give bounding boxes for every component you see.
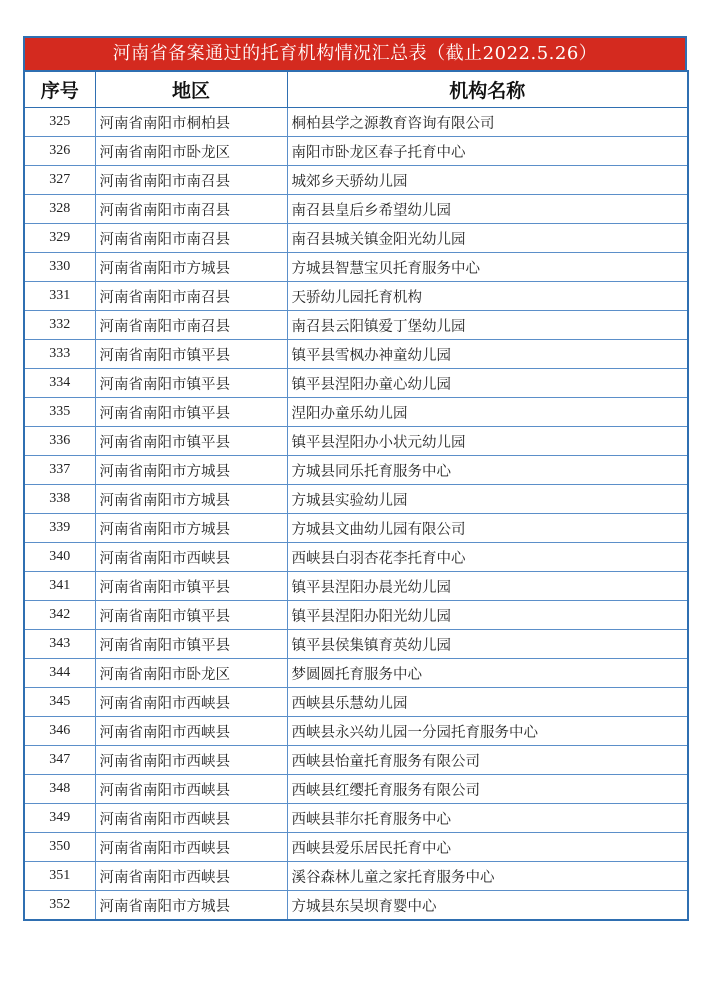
cell-name: 南召县皇后乡希望幼儿园	[287, 195, 688, 224]
table-row	[24, 804, 688, 833]
cell-name: 西峡县菲尔托育服务中心	[287, 804, 688, 833]
table-row	[24, 485, 688, 514]
table-row	[24, 688, 688, 717]
cell-region: 河南省南阳市南召县	[95, 166, 287, 195]
cell-seq: 331	[24, 282, 95, 311]
cell-name: 镇平县雪枫办神童幼儿园	[287, 340, 688, 369]
table-row	[24, 601, 688, 630]
cell-seq: 352	[24, 891, 95, 921]
table-row	[24, 311, 688, 340]
cell-name: 涅阳办童乐幼儿园	[287, 398, 688, 427]
cell-name: 镇平县涅阳办阳光幼儿园	[287, 601, 688, 630]
table-row	[24, 630, 688, 659]
cell-seq: 339	[24, 514, 95, 543]
cell-seq: 329	[24, 224, 95, 253]
summary-sheet	[23, 36, 687, 921]
cell-region: 河南省南阳市方城县	[95, 514, 287, 543]
cell-region: 河南省南阳市西峡县	[95, 746, 287, 775]
cell-seq: 330	[24, 253, 95, 282]
cell-region: 河南省南阳市镇平县	[95, 369, 287, 398]
header-seq: 序号	[24, 71, 95, 108]
cell-seq: 342	[24, 601, 95, 630]
cell-name: 镇平县涅阳办晨光幼儿园	[287, 572, 688, 601]
cell-region: 河南省南阳市西峡县	[95, 775, 287, 804]
header-name: 机构名称	[287, 71, 688, 108]
cell-name: 方城县文曲幼儿园有限公司	[287, 514, 688, 543]
cell-name: 方城县东吴坝育婴中心	[287, 891, 688, 921]
cell-name: 西峡县爱乐居民托育中心	[287, 833, 688, 862]
cell-region: 河南省南阳市西峡县	[95, 688, 287, 717]
table-row	[24, 456, 688, 485]
table-row	[24, 659, 688, 688]
cell-seq: 335	[24, 398, 95, 427]
table-title: 河南省备案通过的托育机构情况汇总表（截止2022.5.26）	[23, 36, 687, 70]
table-row	[24, 746, 688, 775]
cell-region: 河南省南阳市南召县	[95, 224, 287, 253]
cell-seq: 334	[24, 369, 95, 398]
cell-region: 河南省南阳市西峡县	[95, 804, 287, 833]
cell-region: 河南省南阳市南召县	[95, 282, 287, 311]
table-row	[24, 166, 688, 195]
header-region: 地区	[95, 71, 287, 108]
cell-seq: 341	[24, 572, 95, 601]
cell-seq: 333	[24, 340, 95, 369]
cell-region: 河南省南阳市方城县	[95, 253, 287, 282]
cell-seq: 328	[24, 195, 95, 224]
table-row	[24, 833, 688, 862]
cell-name: 桐柏县学之源教育咨询有限公司	[287, 108, 688, 137]
cell-name: 南阳市卧龙区春子托育中心	[287, 137, 688, 166]
cell-seq: 344	[24, 659, 95, 688]
cell-region: 河南省南阳市西峡县	[95, 717, 287, 746]
cell-seq: 349	[24, 804, 95, 833]
cell-seq: 343	[24, 630, 95, 659]
table-row	[24, 398, 688, 427]
cell-region: 河南省南阳市镇平县	[95, 572, 287, 601]
cell-seq: 325	[24, 108, 95, 137]
table-row	[24, 224, 688, 253]
cell-region: 河南省南阳市方城县	[95, 456, 287, 485]
cell-name: 镇平县侯集镇育英幼儿园	[287, 630, 688, 659]
table-row	[24, 862, 688, 891]
table-row	[24, 137, 688, 166]
cell-seq: 336	[24, 427, 95, 456]
cell-seq: 348	[24, 775, 95, 804]
cell-region: 河南省南阳市镇平县	[95, 340, 287, 369]
cell-region: 河南省南阳市南召县	[95, 311, 287, 340]
cell-region: 河南省南阳市桐柏县	[95, 108, 287, 137]
cell-name: 西峡县永兴幼儿园一分园托育服务中心	[287, 717, 688, 746]
cell-region: 河南省南阳市卧龙区	[95, 659, 287, 688]
table-row	[24, 340, 688, 369]
cell-name: 镇平县涅阳办小状元幼儿园	[287, 427, 688, 456]
cell-name: 西峡县怡童托育服务有限公司	[287, 746, 688, 775]
cell-name: 西峡县乐慧幼儿园	[287, 688, 688, 717]
cell-name: 方城县同乐托育服务中心	[287, 456, 688, 485]
cell-region: 河南省南阳市卧龙区	[95, 137, 287, 166]
cell-region: 河南省南阳市西峡县	[95, 543, 287, 572]
cell-region: 河南省南阳市镇平县	[95, 630, 287, 659]
institution-table	[23, 70, 689, 921]
cell-seq: 350	[24, 833, 95, 862]
cell-region: 河南省南阳市西峡县	[95, 862, 287, 891]
table-row	[24, 543, 688, 572]
cell-name: 天骄幼儿园托育机构	[287, 282, 688, 311]
cell-name: 城郊乡天骄幼儿园	[287, 166, 688, 195]
cell-region: 河南省南阳市镇平县	[95, 601, 287, 630]
table-row	[24, 369, 688, 398]
cell-region: 河南省南阳市西峡县	[95, 833, 287, 862]
cell-name: 西峡县白羽杏花李托育中心	[287, 543, 688, 572]
cell-region: 河南省南阳市镇平县	[95, 398, 287, 427]
table-body	[24, 108, 688, 921]
cell-seq: 351	[24, 862, 95, 891]
table-row	[24, 514, 688, 543]
header-row	[24, 71, 688, 108]
table-row	[24, 775, 688, 804]
table-row	[24, 891, 688, 921]
cell-name: 方城县智慧宝贝托育服务中心	[287, 253, 688, 282]
cell-seq: 327	[24, 166, 95, 195]
table-row	[24, 108, 688, 137]
cell-region: 河南省南阳市方城县	[95, 891, 287, 921]
cell-name: 梦圆圆托育服务中心	[287, 659, 688, 688]
cell-name: 南召县城关镇金阳光幼儿园	[287, 224, 688, 253]
cell-seq: 345	[24, 688, 95, 717]
cell-seq: 332	[24, 311, 95, 340]
cell-name: 溪谷森林儿童之家托育服务中心	[287, 862, 688, 891]
cell-name: 西峡县红缨托育服务有限公司	[287, 775, 688, 804]
cell-name: 南召县云阳镇爱丁堡幼儿园	[287, 311, 688, 340]
cell-seq: 346	[24, 717, 95, 746]
table-row	[24, 282, 688, 311]
cell-region: 河南省南阳市方城县	[95, 485, 287, 514]
table-row	[24, 427, 688, 456]
cell-seq: 337	[24, 456, 95, 485]
table-row	[24, 195, 688, 224]
cell-seq: 326	[24, 137, 95, 166]
cell-region: 河南省南阳市南召县	[95, 195, 287, 224]
cell-name: 镇平县涅阳办童心幼儿园	[287, 369, 688, 398]
cell-seq: 340	[24, 543, 95, 572]
cell-seq: 347	[24, 746, 95, 775]
table-row	[24, 253, 688, 282]
cell-region: 河南省南阳市镇平县	[95, 427, 287, 456]
cell-name: 方城县实验幼儿园	[287, 485, 688, 514]
cell-seq: 338	[24, 485, 95, 514]
table-row	[24, 717, 688, 746]
table-row	[24, 572, 688, 601]
